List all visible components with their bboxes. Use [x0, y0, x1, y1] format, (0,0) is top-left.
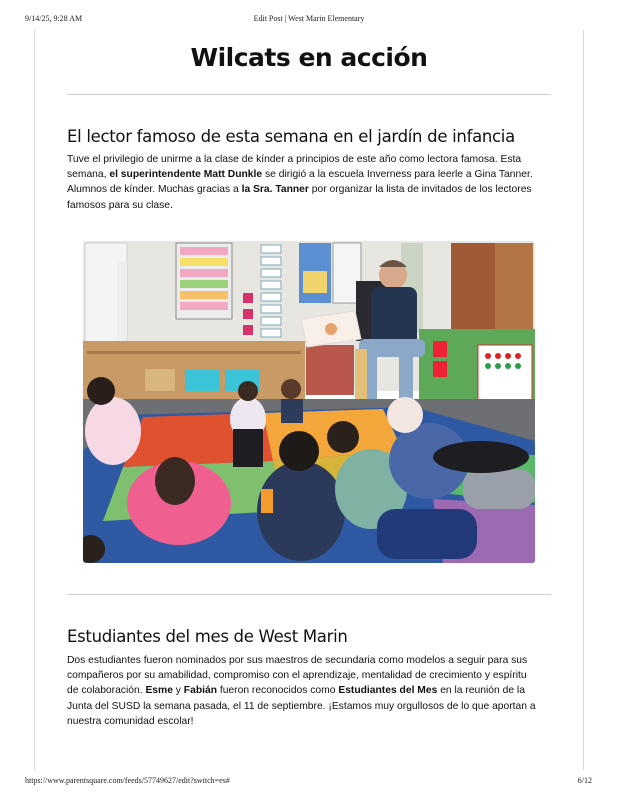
bold-text: Estudiantes del Mes [338, 685, 438, 697]
section-paragraph [67, 653, 537, 729]
section-heading: Estudiantes del mes de West Marin [67, 627, 348, 646]
classroom-photo [83, 241, 535, 563]
print-url[interactable]: https://www.parentsquare.com/feeds/57749627/edit?switch=es# [25, 776, 230, 785]
divider [67, 94, 551, 95]
text-run: en la reunión de la Junta del SUSD la semana pasada, el 11 de septiembre. ¡Estamos muy orgullosos de lo que aportan a nuestra comunidad escolar! [67, 685, 536, 727]
bold-text: Esme [145, 685, 173, 697]
divider [67, 594, 551, 595]
print-page-title: Edit Post | West Marin Elementary [253, 14, 365, 23]
print-page-number: 6/12 [577, 776, 592, 785]
bold-text: el superintendente Matt Dunkle [109, 169, 263, 181]
text-run: se dirigió a la escuela Inverness para leerle a Gina Tanner. Alumnos de kínder. Muchas gracias a [67, 169, 533, 196]
text-run: Tuve el privilegio de unirme a la clase de kínder a principios de este año como lectora famosa. Esta semana, [67, 154, 522, 181]
bold-text: Fabián [183, 685, 217, 697]
text-run: y [172, 685, 184, 697]
text-run: Dos estudiantes fueron nominados por sus maestros de secundaria como modelos a seguir para sus compañeros por su amabilidad, compromiso con el aprendizaje, mentalidad de crecimiento y espíritu de colaboración. [67, 655, 528, 697]
text-run: fueron reconocidos como [216, 685, 339, 697]
text-run: por organizar la lista de invitados de los lectores famosos para su clase. [67, 184, 532, 211]
section-paragraph [67, 152, 537, 213]
print-datetime: 9/14/25, 9:28 AM [25, 14, 83, 23]
page-border-right [583, 30, 584, 770]
post-content [67, 38, 551, 727]
post-title: Wilcats en acción [190, 43, 428, 72]
page-border-left [34, 30, 35, 770]
section-heading: El lector famoso de esta semana en el jardín de infancia [67, 127, 515, 146]
bold-text: la Sra. Tanner [241, 184, 309, 196]
